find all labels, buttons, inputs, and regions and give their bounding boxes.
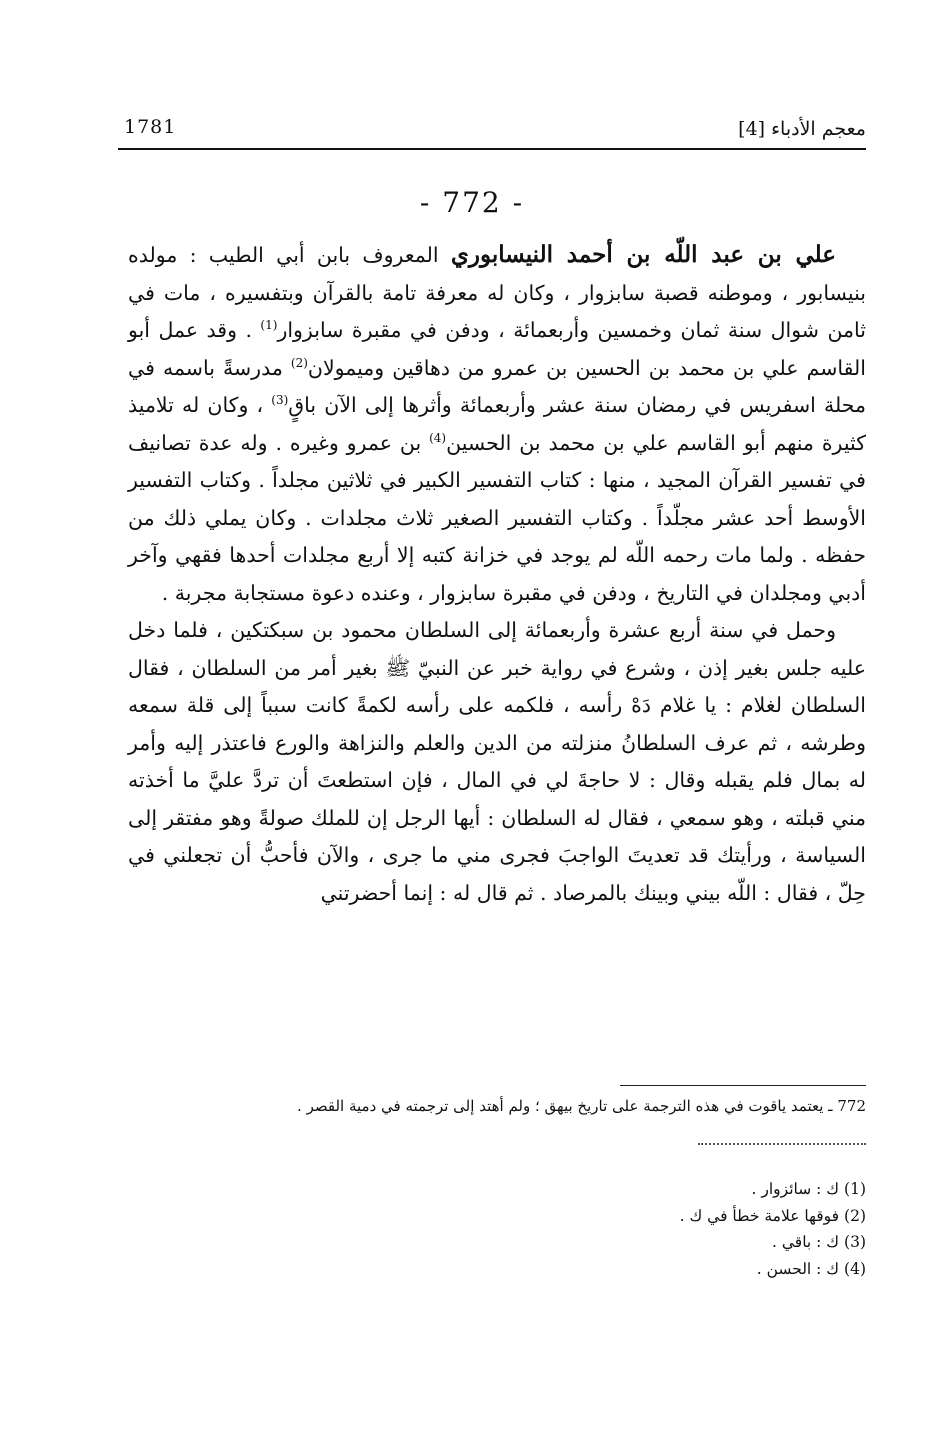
- dotted-separator: [698, 1143, 866, 1145]
- entry-number: - 772 -: [419, 186, 525, 219]
- footnote-ref: (1): [260, 318, 278, 333]
- footnotes: [128, 1176, 866, 1282]
- entry-subject-name: علي بن عبد اللّه بن أحمد النيسابوري: [450, 241, 836, 268]
- text-segment: ، وكان له تلاميذ كثيرة منهم أبو القاسم علي بن محمد بن الحسين: [128, 393, 867, 455]
- footnote-ref: (2): [290, 355, 308, 370]
- page-number: 1781: [124, 116, 177, 138]
- footnote-4: (4) ك : الحسن .: [756, 1259, 866, 1278]
- footnote-1: (1) ك : سائزوار .: [751, 1180, 866, 1198]
- paragraph-1: [128, 236, 866, 612]
- running-header: [118, 112, 866, 150]
- footnote-separator: [620, 1085, 866, 1086]
- paragraph-2: وحمل في سنة أربع عشرة وأربعمائة إلى السلطان محمود بن سبكتكين ، فلما دخل عليه جلس بغير إذن ، وشرع في رواية خبر عن النبيّ ﷺ بغير أمر من السلطان ، فقال السلطان لغلام : يا غلام دَهْ رأسه ، فلكمه على رأسه لكمةً كانت سبباً إلى قلة سمعه وطرشه ، ثم عرف السلطانُ منزلته من الدين والعلم والنزاهة والورع فاعتذر إليه وأمر له بمال فلم يقبله وقال : لا حاجةَ لي في المال ، فإن استطعتَ أن تردَّ عليَّ ما أخذته مني قبلته ، وهو سمعي ، فقال له السلطان : أيها الرجل إن للملك صولةً وهو مفتقر إلى السياسة ، ورأيتك قد تعديتَ الواجبَ فجرى مني ما جرى ، والآن فأحبُّ أن تجعلني في حِلّ ، فقال : اللّه بيني وبينك بالمرصاد . ثم قال له : إنما أحضرتني: [128, 618, 866, 905]
- entry-body: [128, 236, 866, 912]
- footnote-2: (2) فوقها علامة خطأ في ك .: [679, 1206, 866, 1225]
- text-segment: مدرسةً باسمه في محلة اسفريس في رمضان سنة عشر وأربعمائة وأثرها إلى الآن باقٍ: [128, 355, 866, 417]
- footnote-3: (3) ك : باقي .: [772, 1233, 866, 1251]
- text-segment: . وقد عمل أبو القاسم علي بن محمد بن الحسين بن عمرو من دهاقين وميمولان: [128, 318, 866, 380]
- source-note: 772 ـ يعتمد ياقوت في هذه الترجمة على تاريخ بيهق ؛ ولم أهتد إلى ترجمته في دمية القصر .: [297, 1097, 866, 1115]
- text-segment: بن عمرو وغيره . وله عدة تصانيف في تفسير القرآن المجيد ، منها : كتاب التفسير الكبير في ثلاثين مجلداً . وكتاب التفسير الأوسط أحد عشر مجلّداً . وكتاب التفسير الصغير ثلاث مجلدات . وكان يملي ذلك من حفظه . ولما مات رحمه اللّه لم يوجد في خزانة كتبه إلا أربع مجلدات أحدها فقهي وآخر أدبي ومجلدان في التاريخ ، ودفن في مقبرة سابزوار ، وعنده دعوة مستجابة مجربة .: [128, 430, 866, 605]
- footnote-ref: (3): [271, 393, 289, 408]
- book-title: معجم الأدباء [4]: [738, 118, 866, 140]
- footnote-ref: (4): [429, 430, 447, 445]
- text-segment: المعروف بابن أبي الطيب : مولده بنيسابور ، وموطنه قصبة سابزوار ، وكان له معرفة تامة بالقرآن وبتفسيره ، مات في ثامن شوال سنة ثمان وخمسين وأربعمائة ، ودفن في مقبرة سابزوار: [128, 243, 866, 342]
